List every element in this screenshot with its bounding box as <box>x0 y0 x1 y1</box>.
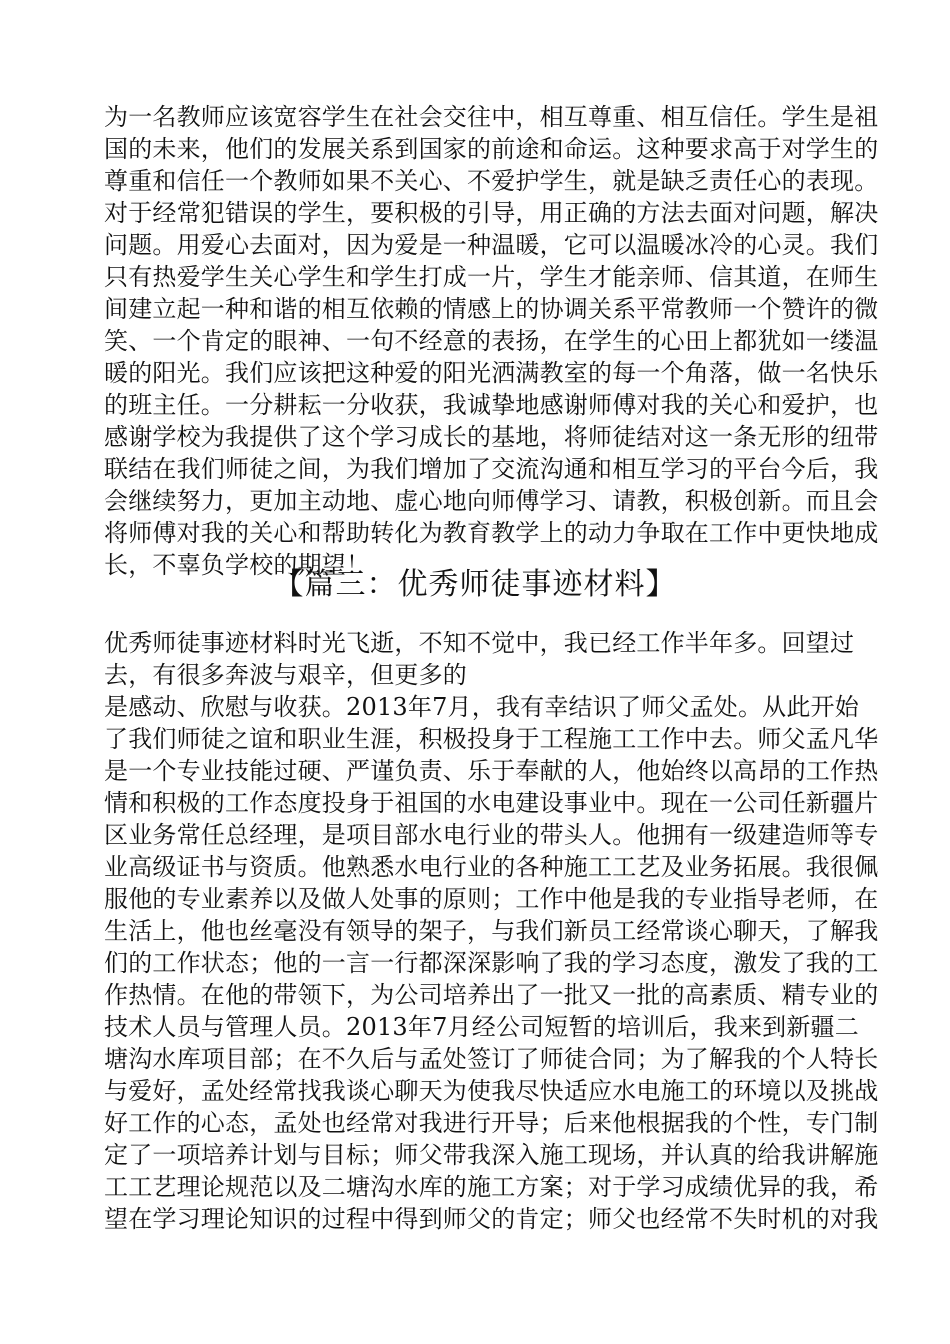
section3-line-8: 业高级证书与资质。他熟悉水电行业的各种施工工艺及业务拓展。我很佩 <box>104 853 879 881</box>
section1-line-6: 只有热爱学生关心学生和学生打成一片，学生才能亲师、信其道，在师生 <box>104 263 879 291</box>
section1-line-8: 笑、一个肯定的眼神、一句不经意的表扬，在学生的心田上都犹如一缕温 <box>104 327 879 355</box>
section1-line-2: 国的未来，他们的发展关系到国家的前途和命运。这种要求高于对学生的 <box>104 135 879 163</box>
section3-heading: 【篇三：优秀师徒事迹材料】 <box>273 567 677 602</box>
section3-line-5: 是一个专业技能过硬、严谨负责、乐于奉献的人，他始终以高昂的工作热 <box>104 757 879 785</box>
section3-line-11: 们的工作状态；他的一言一行都深深影响了我的学习态度，激发了我的工 <box>104 949 879 977</box>
section3-line-3: 是感动、欣慰与收获。2013年7月，我有幸结识了师父孟处。从此开始 <box>104 693 859 721</box>
section1-line-10: 的班主任。一分耕耘一分收获，我诚挚地感谢师傅对我的关心和爱护，也 <box>104 391 879 419</box>
section1-line-9: 暖的阳光。我们应该把这种爱的阳光洒满教室的每一个角落，做一名快乐 <box>104 359 879 387</box>
section3-line-18: 工工艺理论规范以及二塘沟水库的施工方案；对于学习成绩优异的我，希 <box>104 1173 879 1201</box>
section3-line-7: 区业务常任总经理，是项目部水电行业的带头人。他拥有一级建造师等专 <box>104 821 879 849</box>
section3-line-13: 技术人员与管理人员。2013年7月经公司短暂的培训后，我来到新疆二 <box>104 1013 859 1041</box>
section1-line-13: 会继续努力，更加主动地、虚心地向师傅学习、请教，积极创新。而且会 <box>104 487 879 515</box>
section3-line-10: 生活上，他也丝毫没有领导的架子，与我们新员工经常谈心聊天，了解我 <box>104 917 879 945</box>
section1-line-15: 长，不辜负学校的期望！ <box>104 551 371 579</box>
section1-line-11: 感谢学校为我提供了这个学习成长的基地，将师徒结对这一条无形的纽带 <box>104 423 879 451</box>
section3-line-12: 作热情。在他的带领下，为公司培养出了一批又一批的高素质、精专业的 <box>104 981 879 1009</box>
section1-line-14: 将师傅对我的关心和帮助转化为教育教学上的动力争取在工作中更快地成 <box>104 519 879 547</box>
section1-line-4: 对于经常犯错误的学生，要积极的引导，用正确的方法去面对问题，解决 <box>104 199 879 227</box>
section1-line-7: 间建立起一种和谐的相互依赖的情感上的协调关系平常教师一个赞许的微 <box>104 295 879 323</box>
section3-line-16: 好工作的心态，孟处也经常对我进行开导；后来他根据我的个性，专门制 <box>104 1109 879 1137</box>
section3-line-1: 优秀师徒事迹材料时光飞逝，不知不觉中，我已经工作半年多。回望过 <box>104 629 855 657</box>
section3-line-4: 了我们师徒之谊和职业生涯，积极投身于工程施工工作中去。师父孟凡华 <box>104 725 879 753</box>
section3-line-17: 定了一项培养计划与目标；师父带我深入施工现场，并认真的给我讲解施 <box>104 1141 879 1169</box>
section3-line-2: 去，有很多奔波与艰辛，但更多的 <box>104 661 467 689</box>
section1-line-5: 问题。用爱心去面对，因为爱是一种温暖，它可以温暖冰冷的心灵。我们 <box>104 231 879 259</box>
section1-line-12: 联结在我们师徒之间，为我们增加了交流沟通和相互学习的平台今后，我 <box>104 455 879 483</box>
section1-line-1: 为一名教师应该宽容学生在社会交往中，相互尊重、相互信任。学生是祖 <box>104 103 879 131</box>
section3-line-9: 服他的专业素养以及做人处事的原则；工作中他是我的专业指导老师，在 <box>104 885 879 913</box>
section1-line-3: 尊重和信任一个教师如果不关心、不爱护学生，就是缺乏责任心的表现。 <box>104 167 879 195</box>
section3-line-19: 望在学习理论知识的过程中得到师父的肯定；师父也经常不失时机的对我 <box>104 1205 879 1233</box>
section3-line-14: 塘沟水库项目部；在不久后与孟处签订了师徒合同；为了解我的个人特长 <box>104 1045 879 1073</box>
section3-line-15: 与爱好，孟处经常找我谈心聊天为使我尽快适应水电施工的环境以及挑战 <box>104 1077 879 1105</box>
section3-line-6: 情和积极的工作态度投身于祖国的水电建设事业中。现在一公司任新疆片 <box>104 789 879 817</box>
